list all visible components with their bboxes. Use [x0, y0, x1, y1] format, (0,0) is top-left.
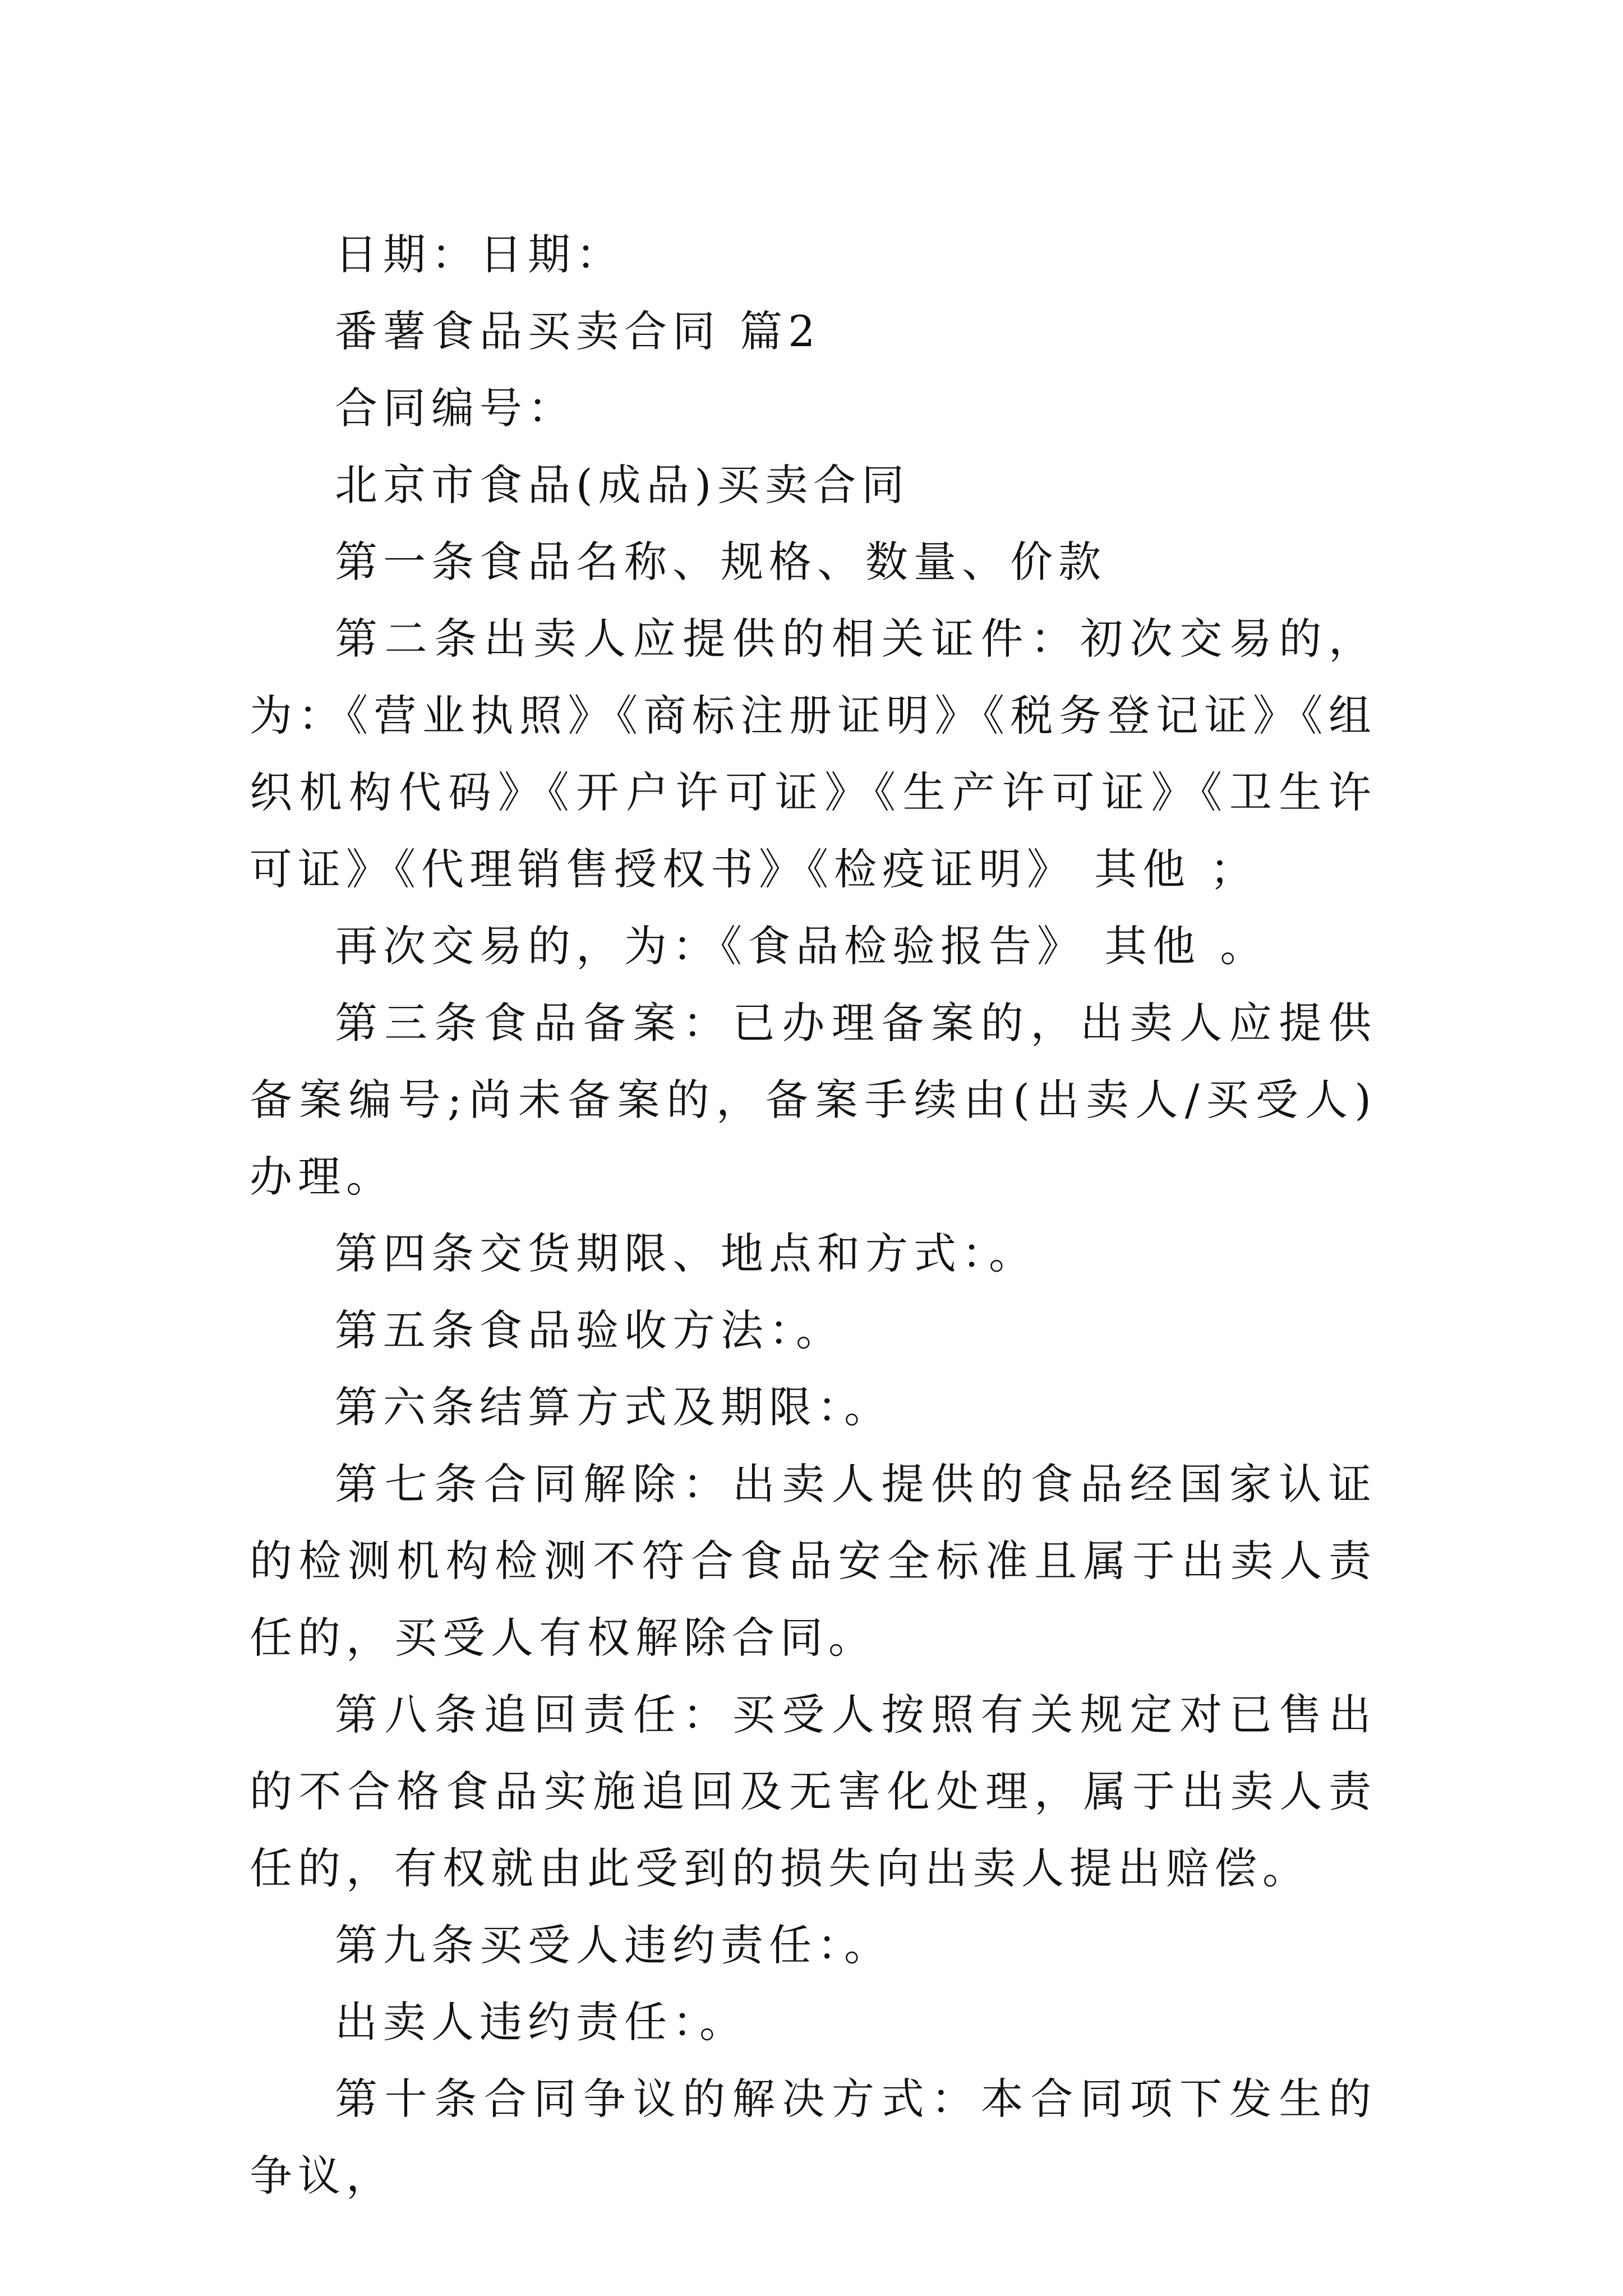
article-7: 第七条合同解除：出卖人提供的食品经国家认证的检测机构检测不符合食品安全标准且属于出卖人责任的，买受人有权解除合同。 — [250, 1459, 1377, 1663]
contract-number-label: 合同编号： — [335, 383, 576, 433]
article-6: 第六条结算方式及期限：。 — [335, 1382, 892, 1432]
article-9-seller-liability: 出卖人违约责任：。 — [335, 1997, 748, 2047]
article-8: 第八条追回责任：买受人按照有关规定对已售出的不合格食品实施追回及无害化处理，属于出卖人责任的，有权就由此受到的损失向出卖人提出赔偿。 — [250, 1690, 1377, 1893]
article-1: 第一条食品名称、规格、数量、价款 — [335, 537, 1106, 587]
article-4: 第四条交货期限、地点和方式：。 — [335, 1228, 1037, 1278]
contract-title-part-2: 番薯食品买卖合同 篇2 — [335, 306, 821, 356]
document-body — [250, 216, 1377, 2214]
contract-heading: 北京市食品(成品)买卖合同 — [335, 460, 910, 510]
date-line: 日期：日期： — [335, 229, 624, 279]
article-3: 第三条食品备案：已办理备案的，出卖人应提供备案编号;尚未备案的，备案手续由(出卖人/买受人)办理。 — [250, 998, 1377, 1202]
article-2: 第二条出卖人应提供的相关证件：初次交易的，为：《营业执照》《商标注册证明》《税务登记证》《组织机构代码》《开户许可证》《生产许可证》《卫生许可证》《代理销售授权书》《检疫证明》 其他 ； — [250, 614, 1377, 894]
article-5: 第五条食品验收方法：。 — [335, 1305, 844, 1355]
article-9: 第九条买受人违约责任：。 — [335, 1920, 892, 1970]
article-2-repeat-transaction: 再次交易的，为：《食品检验报告》 其他 。 — [335, 921, 1269, 971]
article-10: 第十条合同争议的解决方式：本合同项下发生的争议， — [250, 2074, 1377, 2201]
